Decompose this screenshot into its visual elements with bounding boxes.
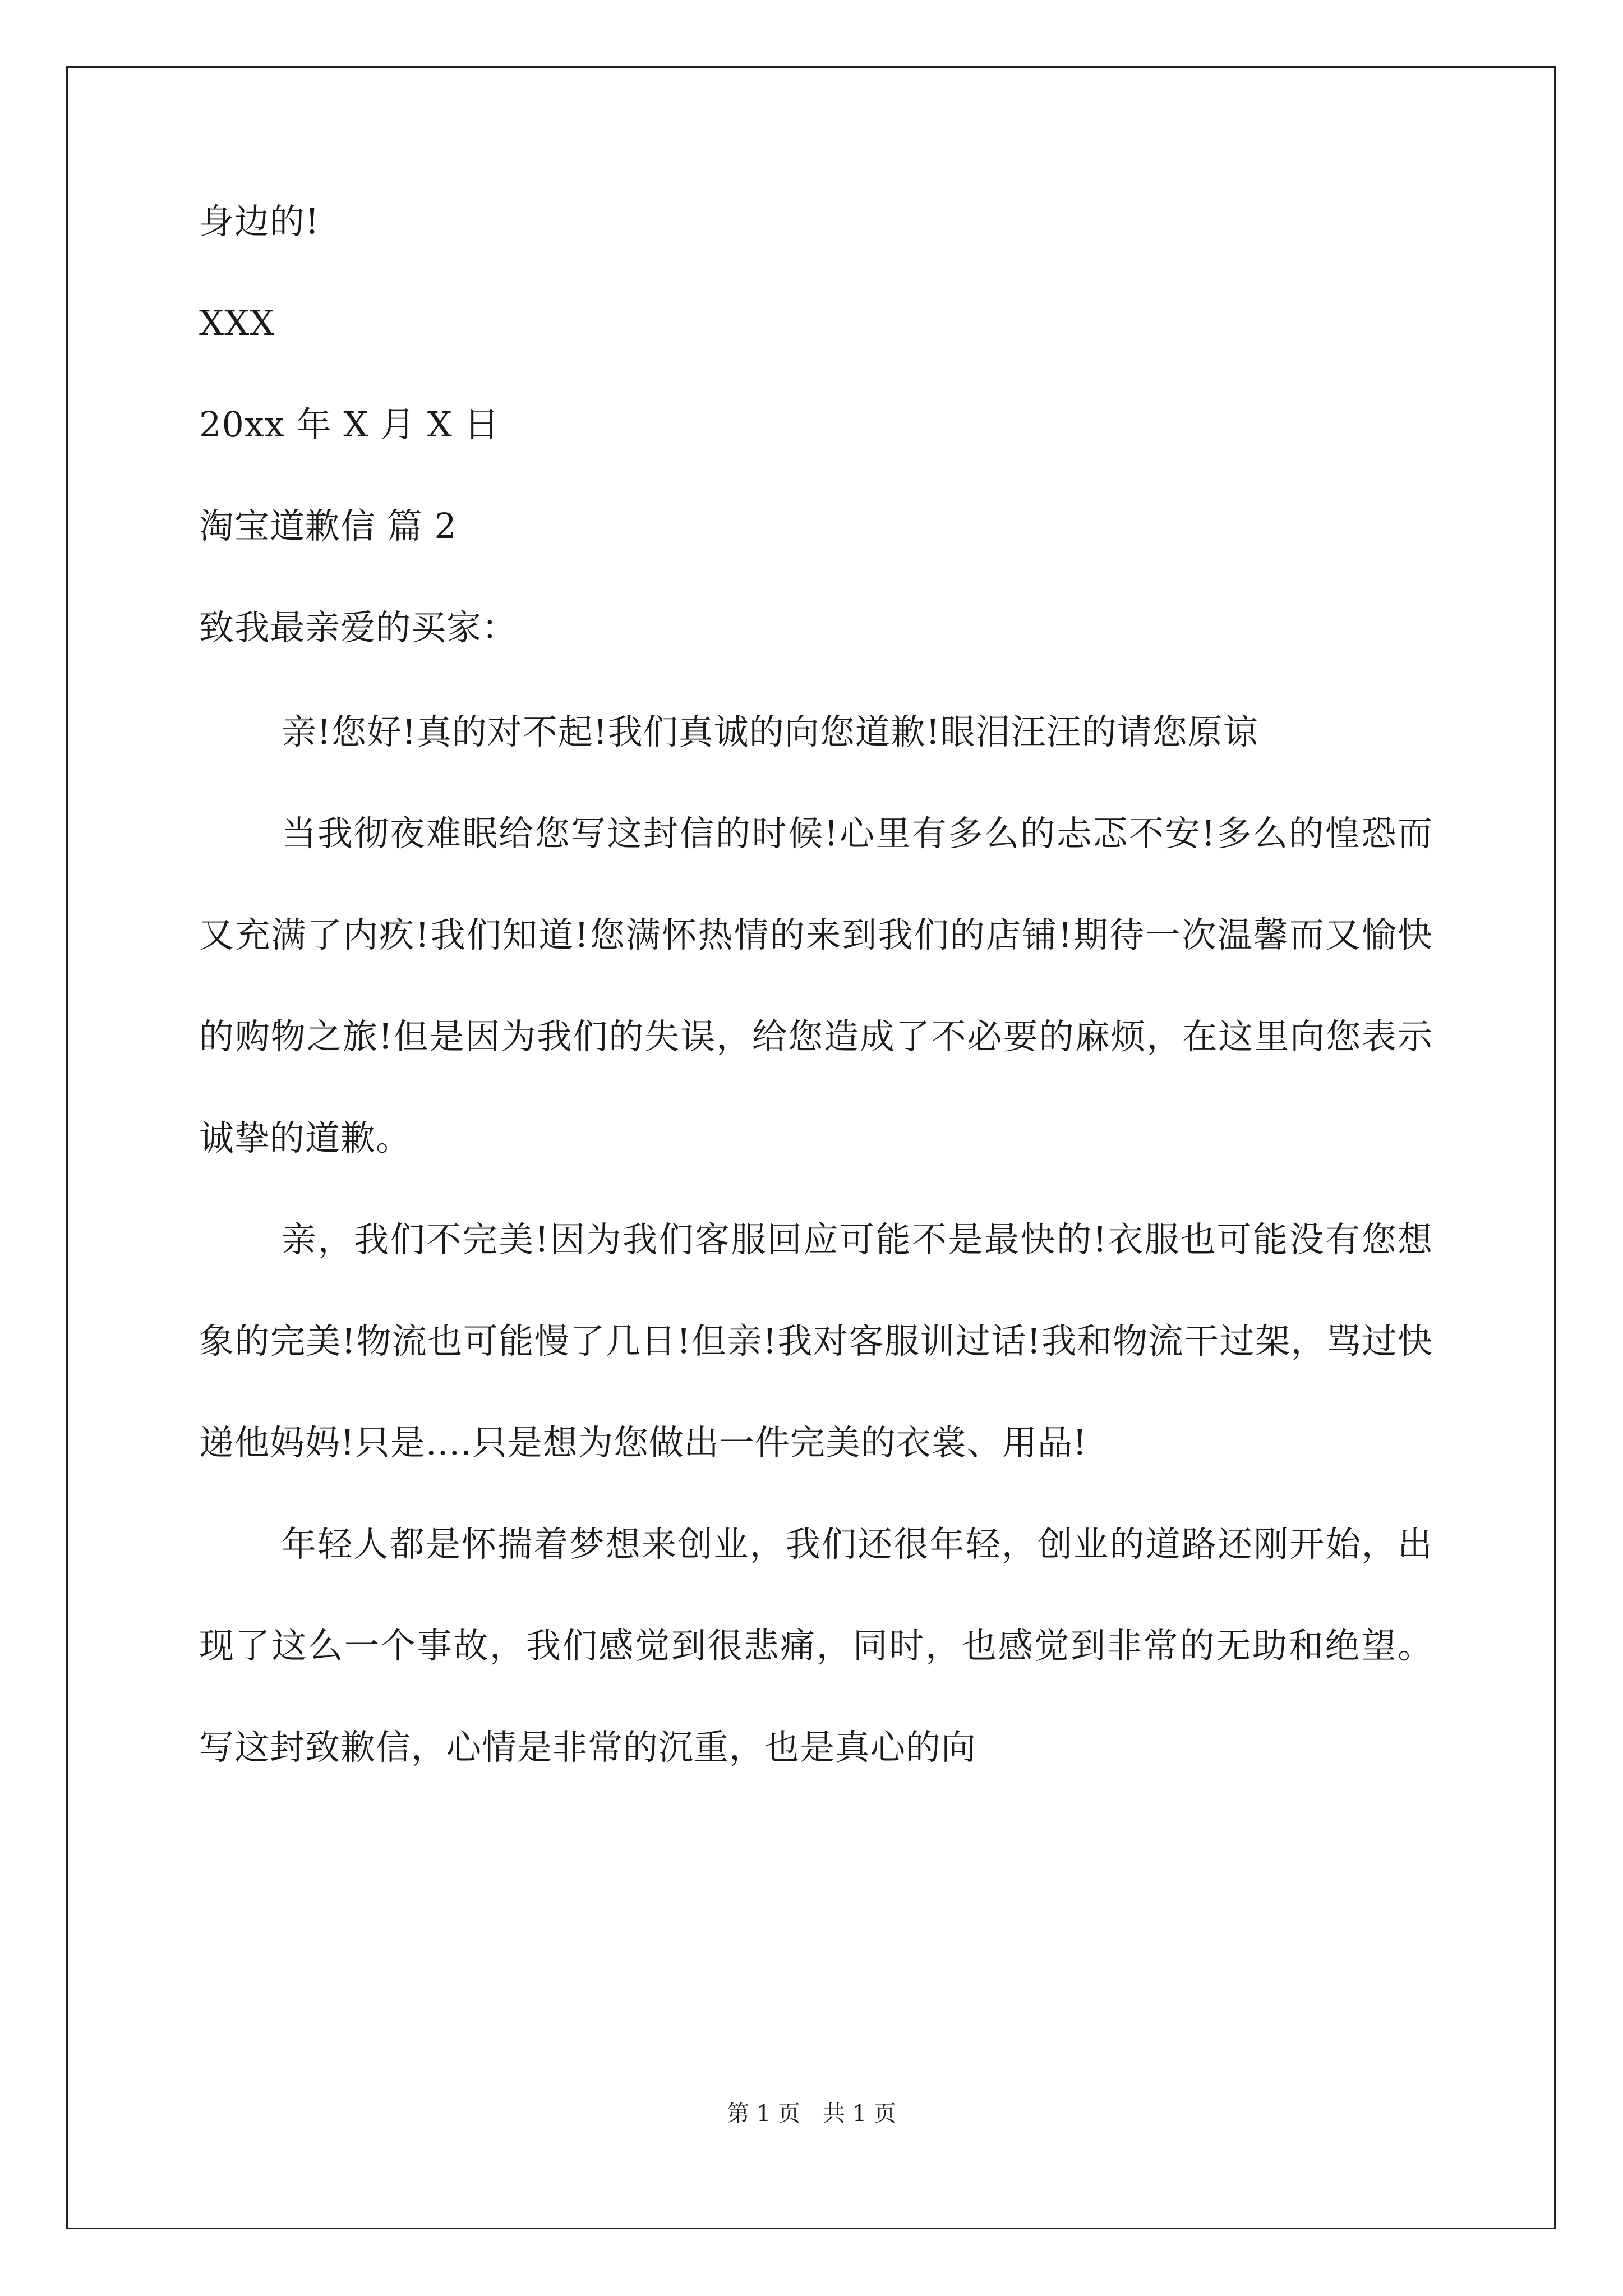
signature: XXX <box>199 302 275 343</box>
document-body <box>199 202 1433 1798</box>
date-line: 20xx 年 X 月 X 日 <box>199 404 500 445</box>
salutation: 致我最亲爱的买家： <box>199 607 518 648</box>
paragraph: 当我彻夜难眠给您写这封信的时候!心里有多么的忐忑不安!多么的惶恐而又充满了内疚!我们知道!您满怀热情的来到我们的店铺!期待一次温馨而又愉快的购物之旅!但是因为我们的失误，给您造成了不必要的麻烦，在这里向您表示诚挚的道歉。 <box>199 813 1433 1158</box>
closing-line: 身边的! <box>199 201 320 242</box>
page-number-footer: 第 1 页 共 1 页 <box>727 2101 896 2127</box>
paragraph: 亲!您好!真的对不起!我们真诚的向您道歉!眼泪汪汪的请您原谅 <box>282 711 1258 752</box>
paragraph: 年轻人都是怀揣着梦想来创业，我们还很年轻，创业的道路还刚开始，出现了这么一个事故，我们感觉到很悲痛，同时，也感觉到非常的无助和绝望。 写这封致歉信，心情是非常的沉重，也是真心的向 <box>199 1524 1433 1768</box>
section-title: 淘宝道歉信 篇 2 <box>199 505 457 546</box>
paragraph: 亲，我们不完美!因为我们客服回应可能不是最快的!衣服也可能没有您想象的完美!物流也可能慢了几日!但亲!我对客服训过话!我和物流干过架，骂过快递他妈妈!只是....只是想为您做出一件完美的衣裳、用品! <box>199 1219 1433 1463</box>
